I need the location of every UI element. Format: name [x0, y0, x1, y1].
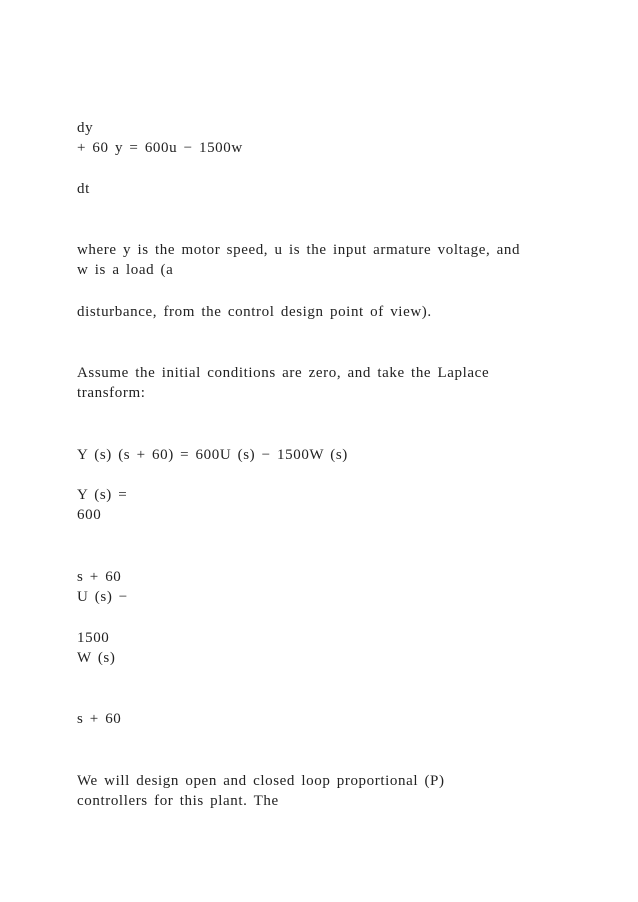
text-line: Y (s) (s + 60) = 600U (s) − 1500W (s)	[77, 447, 348, 463]
text-line: Assume the initial conditions are zero, and take the Laplace	[77, 365, 490, 381]
text-line: s + 60	[77, 711, 122, 727]
text-line: dt	[77, 181, 90, 197]
text-line: w is a load (a	[77, 262, 174, 278]
text-line: + 60 y = 600u − 1500w	[77, 140, 243, 156]
text-line: controllers for this plant. The	[77, 793, 279, 809]
text-line: U (s) −	[77, 589, 128, 605]
text-line: where y is the motor speed, u is the input armature voltage, and	[77, 242, 521, 258]
text-line: transform:	[77, 385, 146, 401]
text-line: dy	[77, 120, 94, 136]
text-line: s + 60	[77, 569, 122, 585]
text-line: Y (s) =	[77, 487, 128, 503]
text-line: disturbance, from the control design point of view).	[77, 304, 432, 320]
text-line: 600	[77, 507, 102, 523]
text-line: 1500	[77, 630, 110, 646]
text-line: We will design open and closed loop proportional (P)	[77, 773, 445, 789]
text-line: W (s)	[77, 650, 116, 666]
